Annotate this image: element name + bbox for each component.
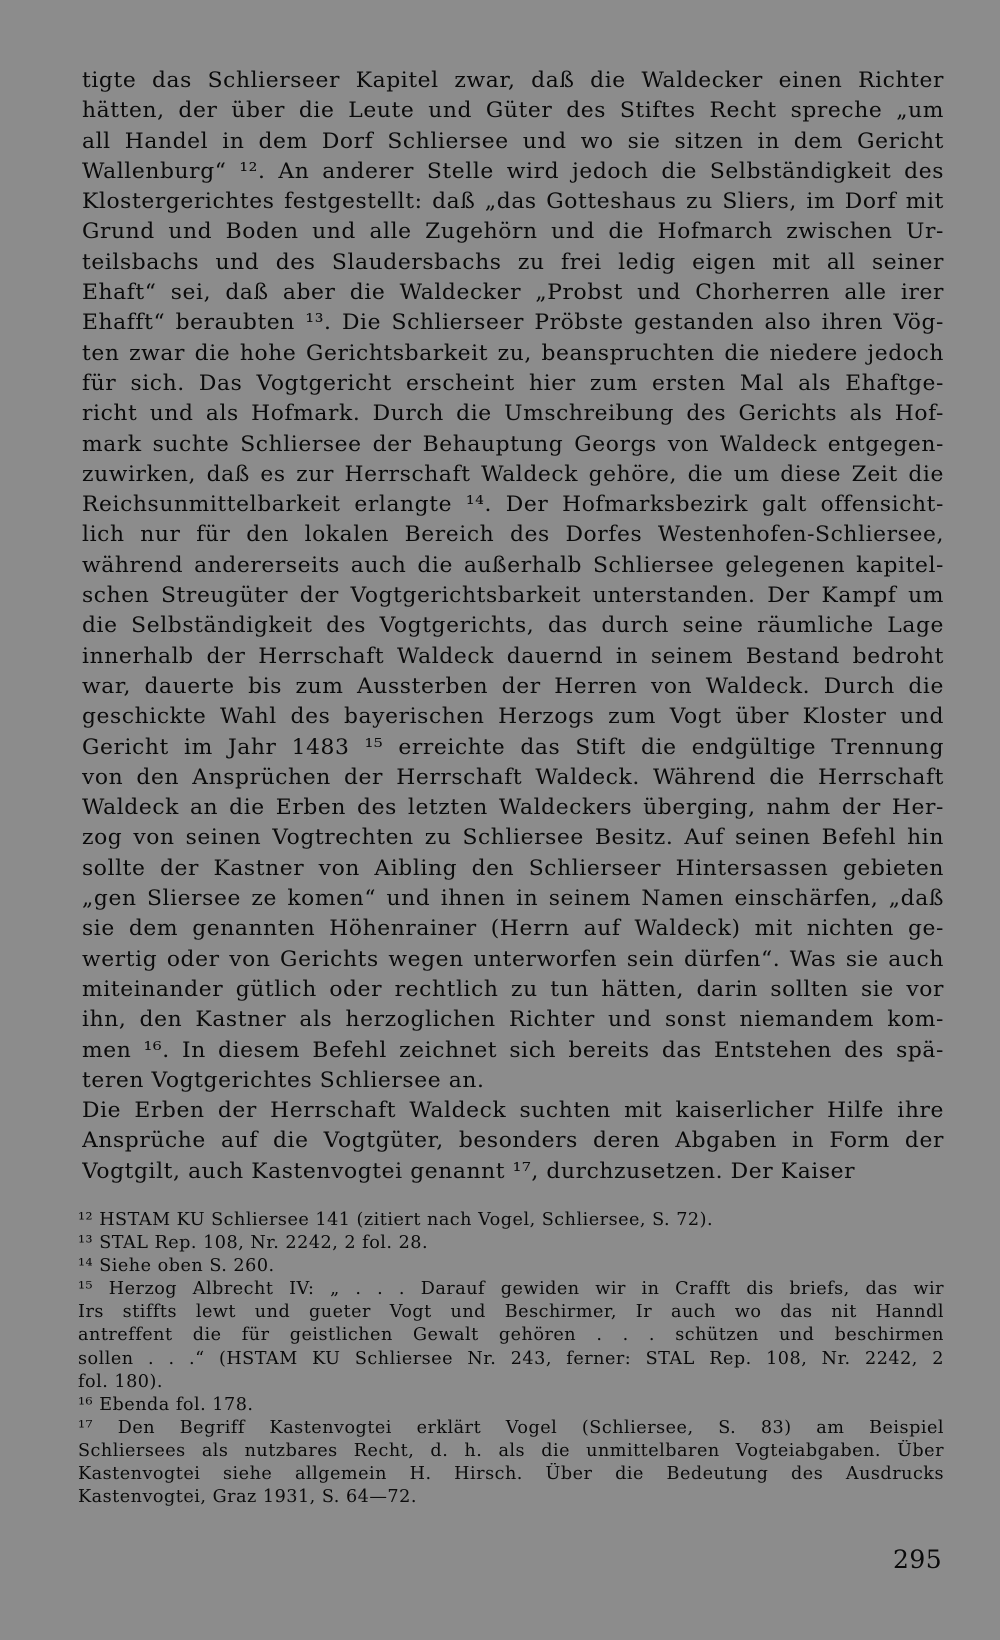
- text-line: tigte das Schlierseer Kapitel zwar, daß die Waldecker einen Richter: [82, 68, 944, 93]
- text-line: „gen Sliersee ze komen“ und ihnen in seinem Namen einschärfen, „daß: [82, 886, 944, 912]
- text-line: mark suchte Schliersee der Behauptung Georgs von Waldeck entgegen-: [82, 431, 944, 457]
- text-line: sie dem genannten Höhenrainer (Herrn auf Waldeck) mit nichten ge-: [82, 916, 944, 942]
- body-paragraphs: [82, 66, 944, 1187]
- footnote-line: ¹³ STAL Rep. 108, Nr. 2242, 2 fol. 28.: [78, 1233, 429, 1254]
- text-line: wertig oder von Gerichts wegen unterworfen sein dürfen“. Was sie auch: [82, 946, 944, 972]
- text-line: lich nur für den lokalen Bereich des Dorfes Westenhofen-Schliersee,: [82, 522, 944, 548]
- text-line: men ¹⁶. In diesem Befehl zeichnet sich bereits das Entstehen des spä-: [82, 1037, 944, 1063]
- text-line: Reichsunmittelbarkeit erlangte ¹⁴. Der Hofmarksbezirk galt offensicht-: [82, 492, 944, 518]
- text-line: für sich. Das Vogtgericht erscheint hier zum ersten Mal als Ehaftge-: [82, 370, 944, 396]
- text-line: von den Ansprüchen der Herrschaft Waldeck. Während die Herrschaft: [82, 764, 944, 790]
- footnote-line: fol. 180).: [78, 1371, 163, 1392]
- footnote-line: Schliersees als nutzbares Recht, d. h. als die unmittelbaren Vogteiabgaben. Über: [78, 1440, 944, 1461]
- text-line: geschickte Wahl des bayerischen Herzogs zum Vogt über Kloster und: [82, 704, 944, 730]
- text-line: Wallenburg“ ¹². An anderer Stelle wird jedoch die Selbständigkeit des: [82, 158, 944, 184]
- text-line: war, dauerte bis zum Aussterben der Herren von Waldeck. Durch die: [82, 673, 944, 699]
- text-line: Vogtgilt, auch Kastenvogtei genannt ¹⁷, durchzusetzen. Der Kaiser: [82, 1158, 856, 1184]
- footnote-line: ¹⁶ Ebenda fol. 178.: [78, 1394, 254, 1415]
- text-line: hätten, der über die Leute und Güter des Stiftes Recht spreche „um: [82, 98, 944, 124]
- text-line: die Selbständigkeit des Vogtgerichts, das durch seine räumliche Lage: [82, 613, 944, 639]
- page-number: 295: [893, 1545, 943, 1574]
- text-line: Ehafft“ beraubten ¹³. Die Schlierseer Pröbste gestanden also ihren Vög-: [82, 310, 944, 336]
- text-line: Waldeck an die Erben des letzten Waldeckers überging, nahm der Her-: [82, 795, 944, 821]
- footnote-line: ¹⁷ Den Begriff Kastenvogtei erklärt Vogel (Schliersee, S. 83) am Beispiel: [78, 1417, 944, 1438]
- text-line: zog von seinen Vogtrechten zu Schliersee Besitz. Auf seinen Befehl hin: [82, 825, 944, 851]
- text-line: ten zwar die hohe Gerichtsbarkeit zu, beanspruchten die niedere jedoch: [82, 340, 944, 366]
- footnote-line: Kastenvogtei siehe allgemein H. Hirsch. Über die Bedeutung des Ausdrucks: [78, 1464, 944, 1485]
- text-line: miteinander gütlich oder rechtlich zu tun hätten, darin sollten sie vor: [82, 976, 944, 1002]
- footnote-line: Irs stiffts lewt und gueter Vogt und Beschirmer, Ir auch wo das nit Hanndl: [78, 1302, 944, 1323]
- footnote-line: sollen . . .“ (HSTAM KU Schliersee Nr. 243, ferner: STAL Rep. 108, Nr. 2242, 2: [78, 1348, 944, 1369]
- text-line: während andererseits auch die außerhalb Schliersee gelegenen kapitel-: [82, 552, 944, 578]
- text-line: schen Streugüter der Vogtgerichtsbarkeit unterstanden. Der Kampf um: [82, 583, 944, 609]
- text-line: all Handel in dem Dorf Schliersee und wo sie sitzen in dem Gericht: [82, 128, 944, 154]
- footnote-line: ¹⁵ Herzog Albrecht IV: „ . . . Darauf gewiden wir in Crafft dis briefs, das wir: [78, 1279, 944, 1300]
- text-line: Die Erben der Herrschaft Waldeck suchten mit kaiserlicher Hilfe ihre: [82, 1098, 944, 1124]
- footnote-line: ¹² HSTAM KU Schliersee 141 (zitiert nach Vogel, Schliersee, S. 72).: [78, 1210, 714, 1230]
- text-line: Klostergerichtes festgestellt: daß „das Gotteshaus zu Sliers, im Dorf mit: [82, 189, 944, 215]
- text-line: Gericht im Jahr 1483 ¹⁵ erreichte das Stift die endgültige Trennung: [82, 734, 944, 760]
- text-line: teren Vogtgerichtes Schliersee an.: [82, 1067, 485, 1093]
- text-line: teilsbachs und des Slaudersbachs zu frei ledig eigen mit all seiner: [82, 249, 944, 275]
- text-line: Ehaft“ sei, daß aber die Waldecker „Probst und Chorherren alle irer: [82, 280, 944, 306]
- footnote-line: ¹⁴ Siehe oben S. 260.: [78, 1256, 275, 1277]
- text-line: zuwirken, daß es zur Herrschaft Waldeck gehöre, die um diese Zeit die: [82, 461, 944, 487]
- text-line: sollte der Kastner von Aibling den Schlierseer Hintersassen gebieten: [82, 855, 944, 881]
- footnote-line: Kastenvogtei, Graz 1931, S. 64—72.: [78, 1487, 417, 1508]
- text-line: innerhalb der Herrschaft Waldeck dauernd in seinem Bestand bedroht: [82, 643, 944, 669]
- footnotes: [78, 1209, 944, 1509]
- main-text: [82, 66, 944, 1187]
- footnote-line: antreffent die für geistlichen Gewalt gehören . . . schützen und beschirmen: [78, 1325, 944, 1346]
- text-line: richt und als Hofmark. Durch die Umschreibung des Gerichts als Hof-: [82, 401, 944, 427]
- text-line: Grund und Boden und alle Zugehörn und die Hofmarch zwischen Ur-: [82, 219, 944, 245]
- text-line: ihn, den Kastner als herzoglichen Richter und sonst niemandem kom-: [82, 1007, 944, 1033]
- text-line: Ansprüche auf die Vogtgüter, besonders deren Abgaben in Form der: [82, 1128, 944, 1154]
